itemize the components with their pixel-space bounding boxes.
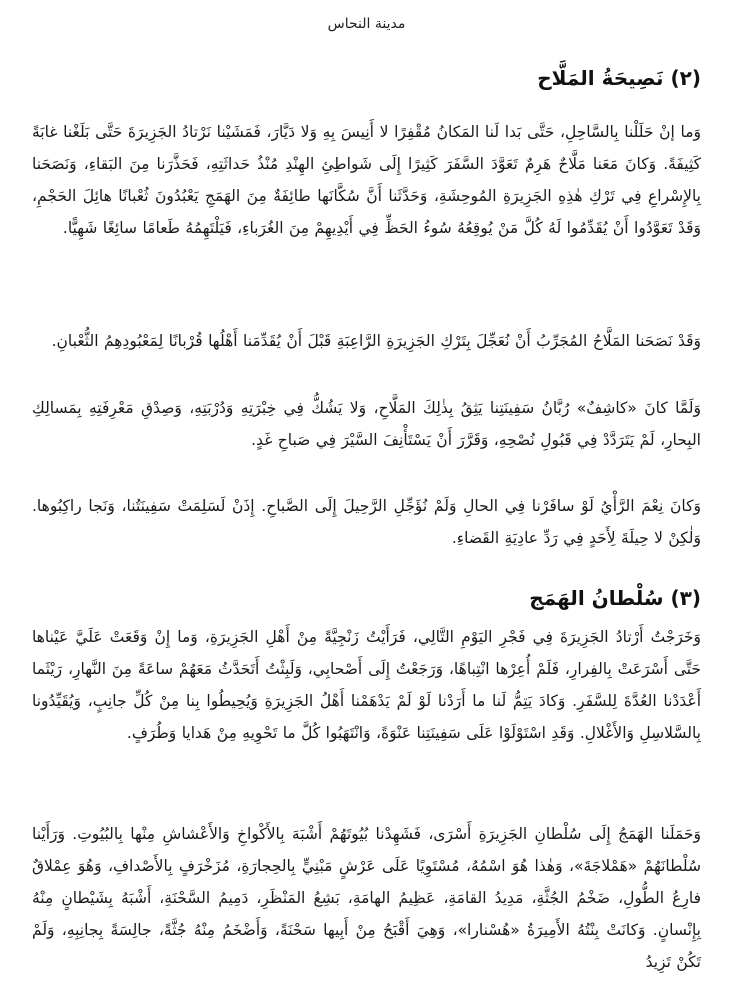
section-heading-2: (٢) نَصِيحَةُ المَلَّاح bbox=[537, 66, 701, 90]
paragraph: وَما إنْ حَلَلْنا بِالسَّاحِلِ، حَتَّى بَدا لَنا المَكانُ مُقْفِرًا لا أَنِيسَ بِهِ وَلا دَيَّارَ، فَمَشَيْنا نَرْتادُ الجَزِيرَةَ حَتَّى بَلَغْنا غابَةً كَثِيفَةً. وَكانَ مَعَنا مَلَّاحٌ هَرِمٌ تَعَوَّدَ السَّفَرَ كَثِيرًا إِلَى شَواطِئِ الهِنْدِ مُنْذُ حَداثَتِهِ، فَحَذَّرَنا مِنَ البَقاءِ، وَنَصَحَنا بِالإِسْراعِ فِي تَرْكِ هٰذِهِ الجَزِيرَةِ المُوحِشَةِ، وَحَدَّثَنا أَنَّ سُكَّانَها طائِفَةٌ مِنَ الهَمَجِ يَعْبُدُونَ ثُعْبانًا هائِلَ الحَجْمِ، وَقَدْ تَعَوَّدُوا أَنْ يُقَدِّمُوا لَهُ كُلَّ مَنْ يُوقِعُهُ سُوءُ الحَظِّ فِي أَيْدِيهِمْ مِنَ الغُرَباءِ، فَيَلْتَهِمُهُ طَعامًا سائِغًا شَهِيًّا. bbox=[32, 123, 701, 237]
running-header: مدينة النحاس bbox=[327, 16, 406, 32]
paragraph: وَخَرَجْتُ أَرْتادُ الجَزِيرَةَ فِي فَجْرِ اليَوْمِ التَّالِي، فَرَأَيْتُ زَنْجِيَّةً مِنْ أَهْلِ الجَزِيرَةِ، وَما إِنْ وَقَعَتْ عَلَيَّ عَيْناها حَتَّى أَسْرَعَتْ بِالفِرارِ، فَلَمْ أُعِرْها انْتِباهًا، وَرَجَعْتُ إِلَى أَصْحابِي، وَلَبِثْتُ أَتَحَدَّثُ مَعَهُمْ ساعَةً مِنَ النَّهارِ، رَيْثَما أَعْدَدْنا العُدَّةَ لِلسَّفَرِ. وَكادَ يَتِمُّ لَنا ما أَرَدْنا لَوْ لَمْ يَدْهَمْنا أَهْلُ الجَزِيرَةِ وَيُحِيطُوا بِنا مِنْ كُلِّ جانِبٍ، وَيُقَيِّدُونا بِالسَّلاسِلِ وَالأَغْلالِ. وَقَدِ اسْتَوْلَوْا عَلَى سَفِينَتِنا عَنْوَةً، وَانْتَهَبُوا كُلَّ ما تَحْوِيهِ مِنْ هَدايا وَطُرَفٍ. bbox=[32, 628, 701, 742]
section-heading-3: (٣) سُلْطانُ الهَمَج bbox=[529, 586, 701, 610]
paragraph: وَلَمَّا كانَ «كاشِفٌ» رُبَّانُ سَفِينَتِنا يَثِقُ بِذٰلِكَ المَلَّاحِ، وَلا يَشُكُّ فِي خِبْرَتِهِ وَدُرْبَتِهِ، وَصِدْقِ مَعْرِفَتِهِ بِمَسالِكِ البِحارِ، لَمْ يَتَرَدَّدْ فِي قَبُولِ نُصْحِهِ، وَقَرَّرَ أَنْ يَسْتَأْنِفَ السَّيْرَ فِي صَباحِ غَدٍ. bbox=[32, 399, 701, 449]
book-page bbox=[32, 0, 701, 1000]
paragraph: وَقَدْ نَصَحَنا المَلَّاحُ المُجَرِّبُ أَنْ نُعَجِّلَ بِتَرْكِ الجَزِيرَةِ الرَّاعِبَةِ قَبْلَ أَنْ يُقَدِّمَنا أَهْلُها قُرْبانًا لِمَعْبُودِهِمُ الثُّعْبانِ. bbox=[51, 332, 701, 350]
paragraph: وَكانَ نِعْمَ الرَّأْيُ لَوْ سافَرْنا فِي الحالِ وَلَمْ نُؤَجِّلِ الرَّحِيلَ إِلَى الصَّباحِ. إِذَنْ لَسَلِمَتْ سَفِينَتُنا، وَنَجا راكِبُوها. وَلٰكِنْ لا حِيلَةَ لِأَحَدٍ فِي رَدِّ عادِيَةِ القَضاءِ. bbox=[32, 497, 701, 547]
paragraph: وَحَمَلَنا الهَمَجُ إِلَى سُلْطانِ الجَزِيرَةِ أَسْرَى، فَشَهِدْنا بُيُوتَهُمْ أَشْبَهَ بِالأَكْواخِ وَالأَعْشاشِ مِنْها بِالبُيُوتِ. وَرَأَيْنا سُلْطانَهُمْ «هَمْلاجَةَ»، وَهٰذا هُوَ اسْمُهُ، مُسْتَوِيًا عَلَى عَرْشٍ مَبْنِيٍّ بِالحِجارَةِ، مُزَخْرَفٍ بِالأَصْدافِ، وَهُوَ عِمْلاقٌ فارِعُ الطُّولِ، ضَخْمُ الجُثَّةِ، مَدِيدُ القامَةِ، عَظِيمُ الهامَةِ، بَشِعُ المَنْظَرِ، دَمِيمُ السَّحْنَةِ، أَشْبَهُ بِشَيْطانٍ مِنْهُ بِإِنْسانٍ. وَكانَتْ بِنْتُهُ الأَمِيرَةُ «هُسْنارا»، وَهِيَ أَقْبَحُ مِنْ أَبِيها سَحْنَةً، وَأَضْخَمُ مِنْهُ جُثَّةً، جالِسَةً بِجانِبِهِ، وَلَمْ تَكُنْ تَزِيدُ bbox=[32, 825, 701, 971]
